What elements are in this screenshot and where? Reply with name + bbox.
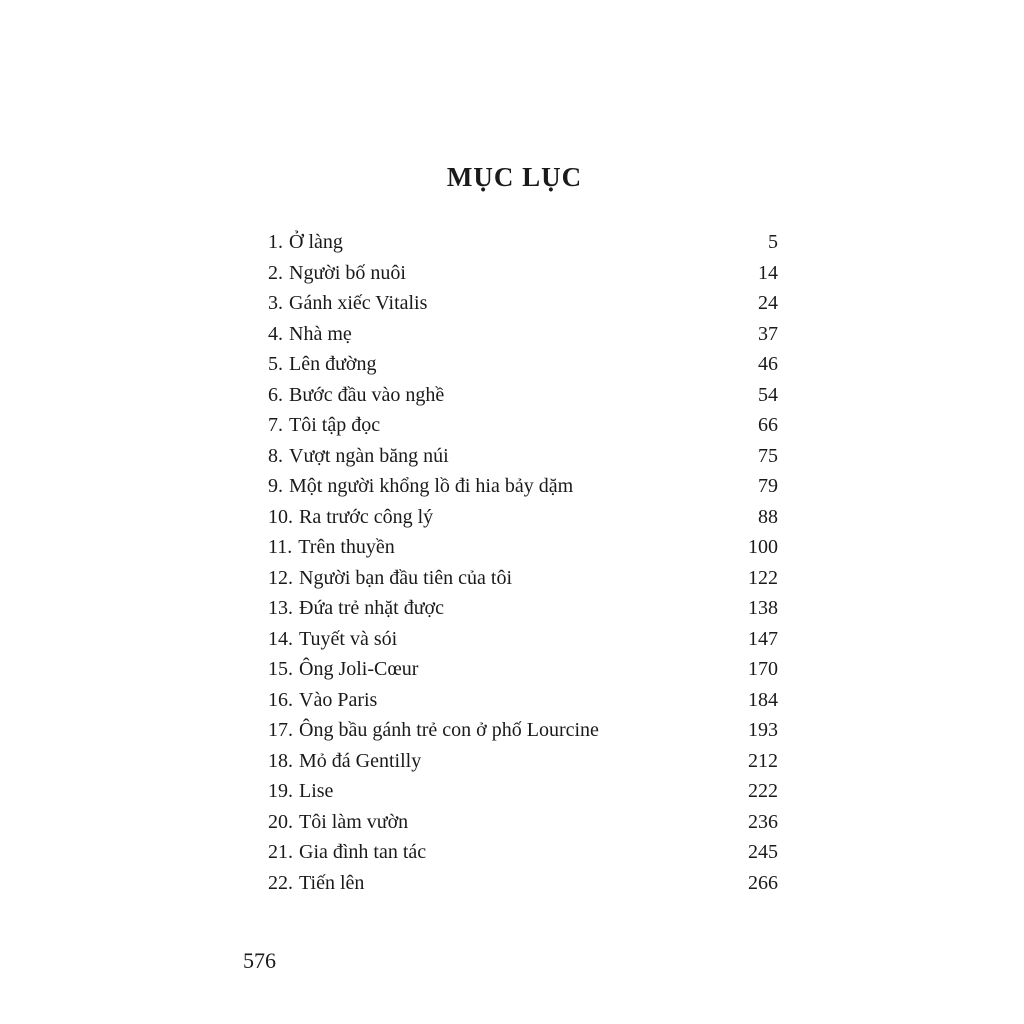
toc-entry-label xyxy=(268,258,406,288)
toc-entry-title: Bước đầu vào nghề xyxy=(289,383,445,406)
toc-entry-title: Vượt ngàn băng núi xyxy=(289,444,449,467)
toc-entry xyxy=(268,380,778,411)
toc-entry-title: Vào Paris xyxy=(299,688,378,711)
toc-entry-number: 19. xyxy=(268,780,293,802)
toc-entry-number: 22. xyxy=(268,871,293,894)
toc-entry-title: Ra trước công lý xyxy=(299,505,434,528)
toc-entry xyxy=(268,654,778,685)
toc-entry xyxy=(268,532,778,563)
toc-entry-page: 37 xyxy=(758,322,778,345)
toc-entry-label xyxy=(268,563,512,593)
toc-entry-page: 54 xyxy=(758,383,778,406)
toc-entry xyxy=(268,776,778,807)
toc-entry-page: 88 xyxy=(758,505,778,528)
toc-entry-title: Lise xyxy=(299,780,334,802)
toc-entry-page: 100 xyxy=(748,536,778,558)
toc-title: MỤC LỤC xyxy=(446,162,583,192)
toc-entry-label xyxy=(268,380,444,410)
toc-entry-number: 14. xyxy=(268,627,293,650)
toc-entry-number: 4. xyxy=(268,322,283,345)
toc-entry-number: 18. xyxy=(268,749,293,772)
toc-entry-label xyxy=(268,746,421,776)
toc-entry-label xyxy=(268,685,377,715)
toc-entry-title: Gia đình tan tác xyxy=(299,841,427,863)
toc-entry-page: 222 xyxy=(748,780,778,802)
toc-entry xyxy=(268,502,778,533)
toc-entry-page: 14 xyxy=(758,261,778,284)
toc-entry xyxy=(268,837,778,868)
page-number: 576 xyxy=(243,948,276,973)
toc-entry-label xyxy=(268,441,449,471)
toc-entry-label xyxy=(268,593,444,623)
toc-entry-page: 5 xyxy=(768,231,778,253)
toc-entry-title: Đứa trẻ nhặt được xyxy=(299,597,444,619)
toc-entry-label xyxy=(268,715,599,745)
toc-entry-title: Người bạn đầu tiên của tôi xyxy=(299,566,513,589)
toc-entry-page: 147 xyxy=(748,627,778,650)
toc-entry-number: 8. xyxy=(268,444,283,467)
toc-entry-number: 2. xyxy=(268,261,283,284)
toc-entry-number: 13. xyxy=(268,597,293,619)
toc-entry-title: Lên đường xyxy=(289,353,377,375)
toc-entry-title: Tuyết và sói xyxy=(299,627,398,650)
toc-entry xyxy=(268,593,778,624)
toc-entry xyxy=(268,746,778,777)
toc-entry-number: 5. xyxy=(268,353,283,375)
toc-entry xyxy=(268,441,778,472)
toc-entry xyxy=(268,563,778,594)
toc-entry-label xyxy=(268,624,397,654)
toc-entry-title: Ở làng xyxy=(289,231,343,253)
toc-entry-label xyxy=(268,349,377,379)
toc-entry xyxy=(268,410,778,441)
toc-entry-number: 7. xyxy=(268,414,283,436)
toc-entry-label xyxy=(268,654,418,684)
toc-entry xyxy=(268,807,778,838)
toc-entry-page: 46 xyxy=(758,353,778,375)
toc-entry xyxy=(268,715,778,746)
toc-entry-title: Tôi làm vườn xyxy=(299,810,409,833)
toc-entry-label xyxy=(268,410,380,440)
toc-entry-title: Ông Joli-Cœur xyxy=(299,658,419,680)
toc-entry-label xyxy=(268,837,426,867)
toc-entry xyxy=(268,685,778,716)
toc-entry xyxy=(268,258,778,289)
toc-entry-title: Tiến lên xyxy=(299,871,365,894)
toc-entry-number: 9. xyxy=(268,475,283,497)
toc-entry-label xyxy=(268,502,433,532)
toc-entry xyxy=(268,868,778,899)
toc-entry-page: 66 xyxy=(758,414,778,436)
toc-entry-title: Nhà mẹ xyxy=(289,322,352,345)
toc-entry-number: 12. xyxy=(268,566,293,589)
toc-entry-number: 16. xyxy=(268,688,293,711)
toc-entry xyxy=(268,288,778,319)
toc-entry-label xyxy=(268,288,427,318)
toc-entry-page: 236 xyxy=(748,810,778,833)
toc-entry-title: Gánh xiếc Vitalis xyxy=(289,292,428,314)
toc-entry-label xyxy=(268,776,333,806)
toc-entry-number: 20. xyxy=(268,810,293,833)
toc-entry-number: 11. xyxy=(268,536,293,558)
toc-entry-page: 24 xyxy=(758,292,778,314)
toc-entry-label xyxy=(268,868,364,898)
toc-entry-label xyxy=(268,532,395,562)
toc-entry xyxy=(268,624,778,655)
toc-entry-number: 10. xyxy=(268,505,293,528)
toc-entry xyxy=(268,319,778,350)
toc-entry-page: 79 xyxy=(758,475,778,497)
toc-entry-page: 122 xyxy=(748,566,778,589)
toc-entry-number: 6. xyxy=(268,383,283,406)
toc-entry-number: 21. xyxy=(268,841,293,863)
toc-entry xyxy=(268,227,778,258)
toc-entry-label xyxy=(268,471,573,501)
toc-entry-page: 170 xyxy=(748,658,778,680)
toc-entry-title: Trên thuyền xyxy=(298,536,395,558)
toc-entry-page: 212 xyxy=(748,749,778,772)
toc-entry-label xyxy=(268,319,352,349)
toc-entry-number: 15. xyxy=(268,658,293,680)
toc-entry-page: 193 xyxy=(748,719,778,741)
toc-entry-number: 1. xyxy=(268,231,283,253)
toc-entry-label xyxy=(268,227,343,257)
toc-entry-number: 17. xyxy=(268,719,293,741)
toc-entry xyxy=(268,471,778,502)
toc-entry-page: 266 xyxy=(748,871,778,894)
toc-entry-title: Người bố nuôi xyxy=(289,261,406,284)
toc-entry-number: 3. xyxy=(268,292,283,314)
toc-entry-title: Một người khổng lồ đi hia bảy dặm xyxy=(289,475,574,497)
toc-entry-title: Tôi tập đọc xyxy=(289,414,381,436)
table-of-contents xyxy=(268,227,778,898)
toc-entry-title: Mỏ đá Gentilly xyxy=(299,749,422,772)
toc-entry-page: 138 xyxy=(748,597,778,619)
toc-entry xyxy=(268,349,778,380)
toc-entry-title: Ông bầu gánh trẻ con ở phố Lourcine xyxy=(299,719,599,741)
toc-entry-page: 245 xyxy=(748,841,778,863)
toc-entry-label xyxy=(268,807,408,837)
toc-entry-page: 75 xyxy=(758,444,778,467)
toc-entry-page: 184 xyxy=(748,688,778,711)
